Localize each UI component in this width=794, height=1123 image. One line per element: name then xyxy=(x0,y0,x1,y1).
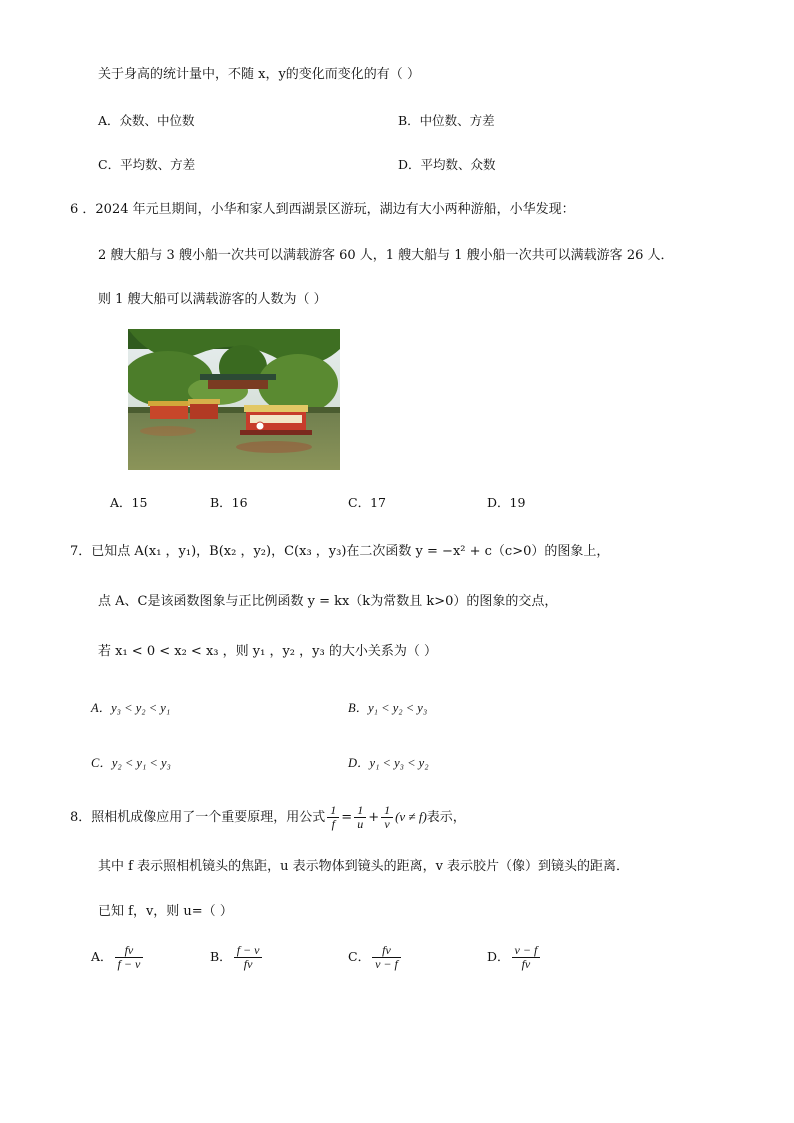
frac-den: v − f xyxy=(375,957,398,971)
q8-line2: 其中 f 表示照相机镜头的焦距，u 表示物体到镜头的距离，v 表示胶片（像）到镜头的距离． xyxy=(98,859,630,874)
frac-den: fv xyxy=(243,957,253,971)
formula-condition: (v ≠ f) xyxy=(395,809,427,824)
q7-option-d: D．y₁ < y₃ < y₂ xyxy=(348,756,429,770)
q7-line3: 若 x₁ < 0 < x₂ < x₃ ，则 y₁ ，y₂ ，y₃ 的大小关系为（ ） xyxy=(98,644,437,659)
frac-num: 1 xyxy=(327,804,339,818)
q6-option-b: B．16 xyxy=(210,495,248,510)
formula-equals: = xyxy=(341,810,353,825)
formula-fraction-1-over-f xyxy=(327,804,339,831)
q6-option-a: A．15 xyxy=(110,495,148,510)
q6-option-c: C．17 xyxy=(348,495,386,510)
frac-num: f − v xyxy=(234,944,263,958)
q7-line2: 点 A、C是该函数图象与正比例函数 y = kx（k为常数且 k>0）的图象的交点， xyxy=(98,594,558,609)
q6-option-d: D．19 xyxy=(487,495,526,510)
option-fraction xyxy=(115,944,144,971)
frac-num: fv xyxy=(372,944,401,958)
frac-num: v − f xyxy=(512,944,541,958)
q8-option-d xyxy=(487,944,542,971)
q5-option-a: A．众数、中位数 xyxy=(98,113,195,128)
q8-line1-prefix: 8．照相机成像应用了一个重要原理，用公式 xyxy=(70,810,326,825)
option-fraction xyxy=(512,944,541,971)
option-label: D． xyxy=(487,949,510,964)
q6-line1: 6 ．2024 年元旦期间，小华和家人到西湖景区游玩，湖边有大小两种游船，小华发现： xyxy=(70,202,575,217)
q6-line3: 则 1 艘大船可以满载游客的人数为（ ） xyxy=(98,292,327,307)
option-label: A． xyxy=(91,949,113,964)
frac-num: 1 xyxy=(381,804,393,818)
q8-option-a xyxy=(91,944,145,971)
q8-option-c xyxy=(348,944,403,971)
option-label: B． xyxy=(210,949,232,964)
q7-option-c: C．y₂ < y₁ < y₃ xyxy=(91,756,171,770)
q5-option-d: D．平均数、众数 xyxy=(398,157,496,172)
q7-option-a: A．y₃ < y₂ < y₁ xyxy=(91,701,171,715)
frac-num: fv xyxy=(115,944,144,958)
frac-num: 1 xyxy=(354,804,366,818)
q5-option-b: B．中位数、方差 xyxy=(398,113,495,128)
frac-den: fv xyxy=(521,957,531,971)
q8-line3: 已知 f，v，则 u=（ ） xyxy=(98,904,233,919)
boat-lake-photo xyxy=(128,329,340,470)
formula-plus: + xyxy=(368,810,380,825)
formula-fraction-1-over-v xyxy=(381,804,393,831)
q6-line2: 2 艘大船与 3 艘小船一次共可以满载游客 60 人，1 艘大船与 1 艘小船一次共可以满载游客 26 人． xyxy=(98,248,674,263)
frac-den: f − v xyxy=(117,957,141,971)
option-label: C． xyxy=(348,949,371,964)
formula-fraction-1-over-u xyxy=(354,804,366,831)
q7-option-b: B．y₁ < y₂ < y₃ xyxy=(348,701,428,715)
frac-den: v xyxy=(384,817,390,831)
q7-line1: 7．已知点 A(x₁ ，y₁)，B(x₂ ，y₂)，C(x₃ ，y₃)在二次函数 y = −x² + c（c>0）的图象上， xyxy=(70,544,610,559)
frac-den: u xyxy=(357,817,364,831)
q5-option-c: C．平均数、方差 xyxy=(98,157,196,172)
q8-line1 xyxy=(70,802,466,833)
option-fraction xyxy=(234,944,263,971)
option-fraction xyxy=(372,944,401,971)
q8-line1-suffix: 表示， xyxy=(426,810,466,825)
frac-den: f xyxy=(331,817,335,831)
q8-option-b xyxy=(210,944,264,971)
q5-stem: 关于身高的统计量中，不随 x，y的变化而变化的有（ ） xyxy=(98,67,420,82)
